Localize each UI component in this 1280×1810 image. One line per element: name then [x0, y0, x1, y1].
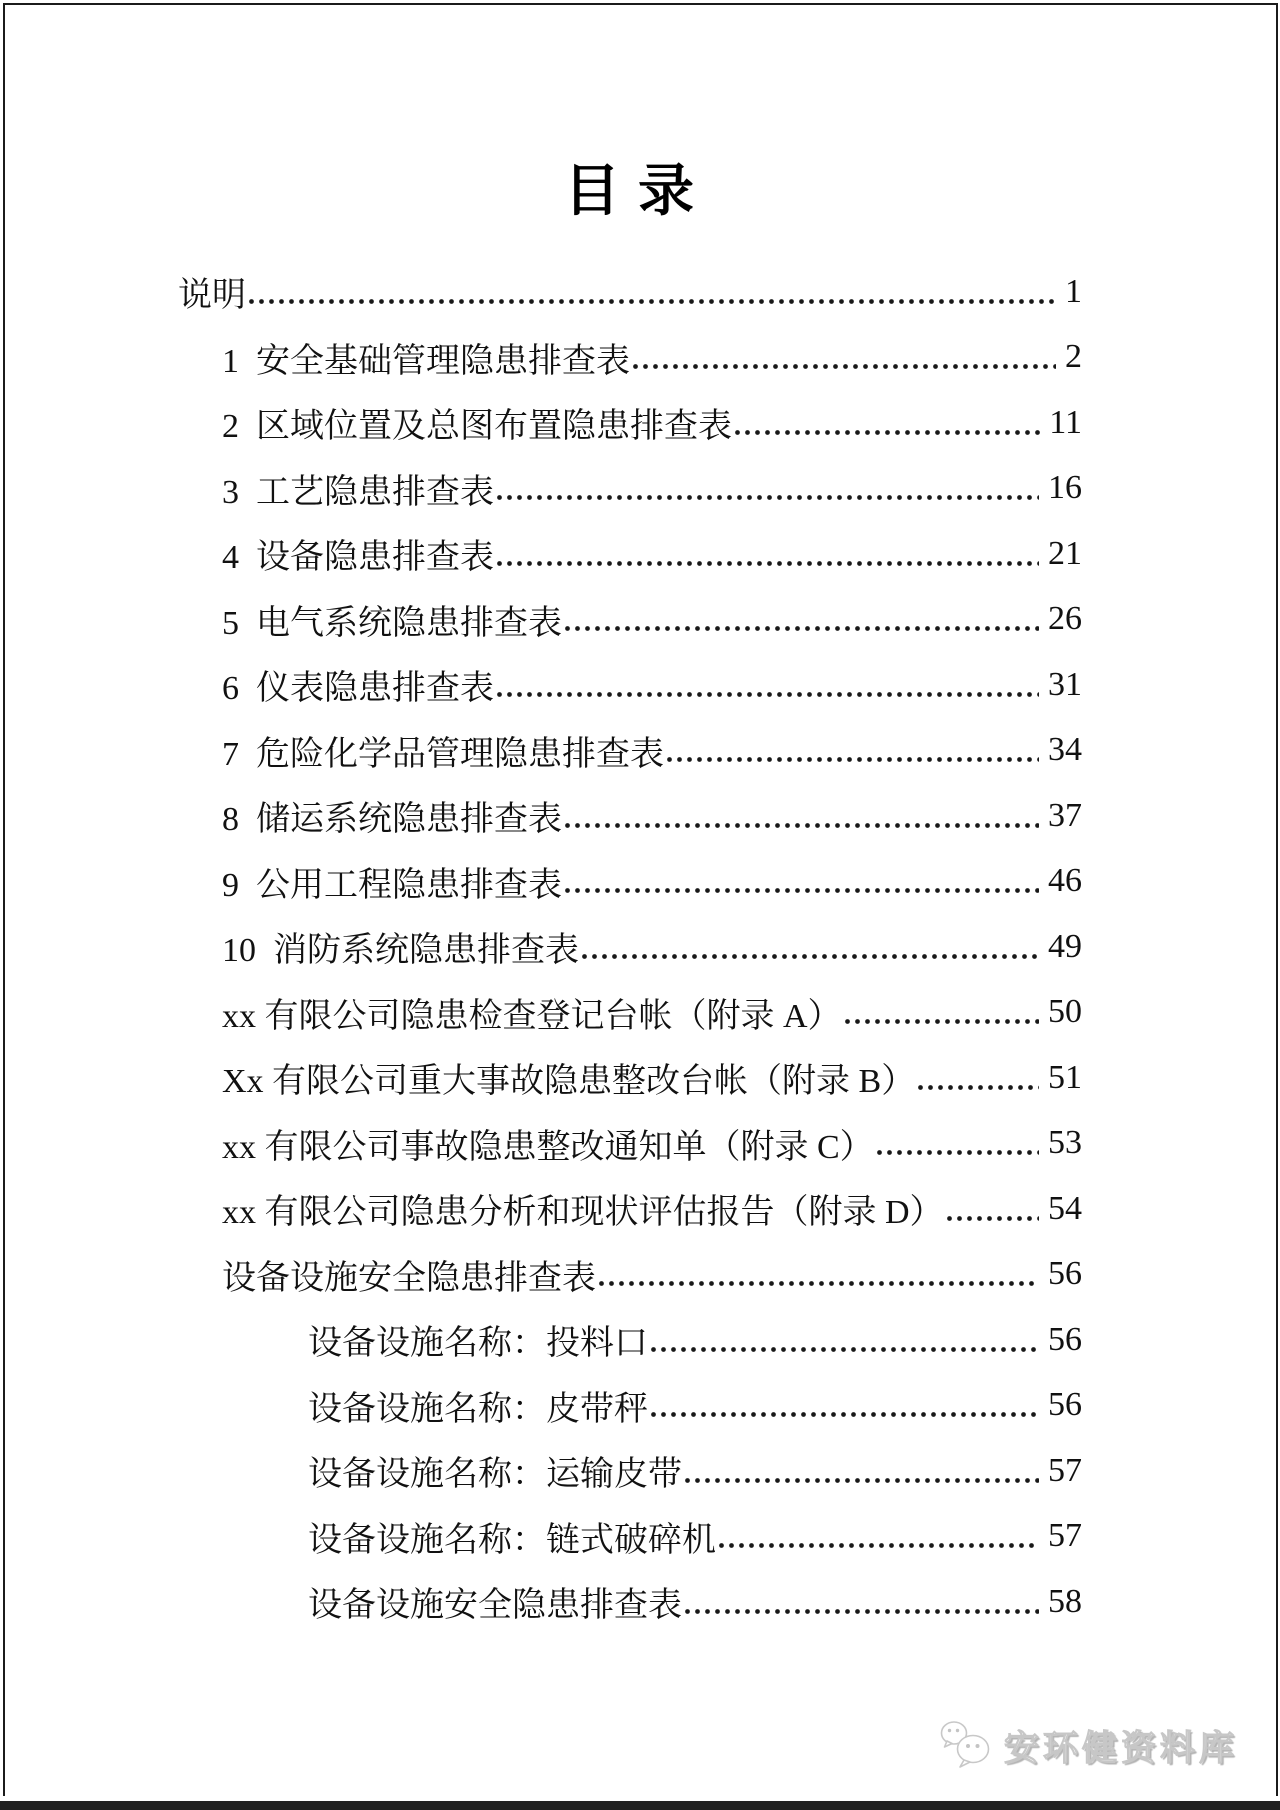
toc-entry-label: 设备设施名称：运输皮带 [308, 1456, 682, 1494]
toc-entry-page: 51 [1048, 1058, 1082, 1096]
toc-entry-page: 56 [1048, 1386, 1082, 1424]
toc-entry-label: xx 有限公司隐患检查登记台帐（附录 A） [222, 997, 842, 1035]
dot-leader [947, 1176, 1039, 1242]
dot-leader [582, 914, 1039, 980]
toc-entry [178, 1111, 1082, 1177]
toc-entry [178, 587, 1082, 653]
toc-entry-label: 3 工艺隐患排查表 [222, 473, 494, 511]
toc-entry-label: 8 储运系统隐患排查表 [222, 801, 562, 839]
toc-entry-page: 26 [1048, 600, 1082, 638]
watermark [939, 1720, 1238, 1772]
toc-entry [178, 914, 1082, 980]
toc-entry-page: 21 [1048, 534, 1082, 572]
toc-entry-page: 16 [1048, 469, 1082, 507]
toc-entry-page: 34 [1048, 731, 1082, 769]
toc-entry [178, 718, 1082, 784]
dot-leader [719, 1504, 1039, 1570]
dot-leader [565, 849, 1039, 915]
dot-leader [685, 1438, 1039, 1504]
toc-entry-page: 57 [1048, 1517, 1082, 1555]
toc-entry [178, 1504, 1082, 1570]
toc-entry-label: xx 有限公司事故隐患整改通知单（附录 C） [222, 1128, 874, 1166]
toc-entry [178, 325, 1082, 391]
toc-entry-label: 说明 [178, 277, 246, 315]
toc-entry-label: 设备设施安全隐患排查表 [308, 1587, 682, 1625]
toc-entry [178, 1176, 1082, 1242]
page-title: 目 录 [564, 161, 696, 223]
toc-entry-page: 58 [1048, 1582, 1082, 1620]
toc-entry-label: 5 电气系统隐患排查表 [222, 604, 562, 642]
toc-entry-page: 49 [1048, 927, 1082, 965]
dot-leader [497, 521, 1039, 587]
watermark-label: 安环健资料库 [1003, 1729, 1238, 1768]
toc-entry-label: 设备设施名称：链式破碎机 [308, 1521, 716, 1559]
toc-entry-page: 54 [1048, 1189, 1082, 1227]
toc-entry [178, 980, 1082, 1046]
toc-entry-page: 56 [1048, 1255, 1082, 1293]
toc-entry [178, 1242, 1082, 1308]
toc-entry-label: 6 仪表隐患排查表 [222, 670, 494, 708]
toc-entry-label: 4 设备隐患排查表 [222, 539, 494, 577]
toc-entry [178, 259, 1082, 325]
toc-entry-page: 37 [1048, 796, 1082, 834]
toc-entry-label: 设备设施名称：皮带秤 [308, 1390, 648, 1428]
toc-entry-label: 设备设施名称：投料口 [308, 1325, 648, 1363]
toc-entry-label: 7 危险化学品管理隐患排查表 [222, 735, 664, 773]
toc-entry [178, 1045, 1082, 1111]
toc-entry-label: 9 公用工程隐患排查表 [222, 866, 562, 904]
toc-entry [178, 1307, 1082, 1373]
toc-entry [178, 849, 1082, 915]
dot-leader [249, 259, 1056, 325]
toc-entry-page: 1 [1065, 272, 1082, 310]
toc-entry-label: Xx 有限公司重大事故隐患整改台帐（附录 B） [222, 1063, 916, 1101]
dot-leader [651, 1307, 1039, 1373]
dot-leader [565, 587, 1039, 653]
toc-entry-page: 53 [1048, 1124, 1082, 1162]
toc-entry-page: 57 [1048, 1451, 1082, 1489]
dot-leader [877, 1111, 1039, 1177]
toc-entry-page: 2 [1065, 338, 1082, 376]
page-bottom-edge [0, 1801, 1280, 1810]
toc-entry-page: 31 [1048, 665, 1082, 703]
toc-entry-label: 10 消防系统隐患排查表 [222, 932, 579, 970]
toc-entry-page: 11 [1049, 403, 1082, 441]
dot-leader [685, 1569, 1039, 1635]
dot-leader [667, 718, 1039, 784]
toc-entry-label: 2 区域位置及总图布置隐患排查表 [222, 408, 732, 446]
dot-leader [735, 390, 1040, 456]
dot-leader [651, 1373, 1039, 1439]
chat-bubbles-icon [939, 1720, 995, 1772]
table-of-contents [178, 259, 1082, 1635]
toc-entry-page: 46 [1048, 862, 1082, 900]
toc-entry-page: 56 [1048, 1320, 1082, 1358]
dot-leader [497, 456, 1039, 522]
toc-entry [178, 521, 1082, 587]
toc-entry [178, 1438, 1082, 1504]
toc-entry [178, 456, 1082, 522]
dot-leader [497, 652, 1039, 718]
toc-entry [178, 390, 1082, 456]
toc-entry-page: 50 [1048, 993, 1082, 1031]
toc-entry-label: xx 有限公司隐患分析和现状评估报告（附录 D） [222, 1194, 944, 1232]
toc-entry [178, 1373, 1082, 1439]
dot-leader [845, 980, 1039, 1046]
dot-leader [565, 783, 1039, 849]
dot-leader [599, 1242, 1039, 1308]
dot-leader [918, 1045, 1039, 1111]
toc-entry-label: 1 安全基础管理隐患排查表 [222, 342, 630, 380]
dot-leader [633, 325, 1056, 391]
toc-entry-label: 设备设施安全隐患排查表 [222, 1259, 596, 1297]
toc-entry [178, 1569, 1082, 1635]
toc-entry [178, 783, 1082, 849]
toc-content [178, 160, 1082, 1635]
toc-entry [178, 652, 1082, 718]
